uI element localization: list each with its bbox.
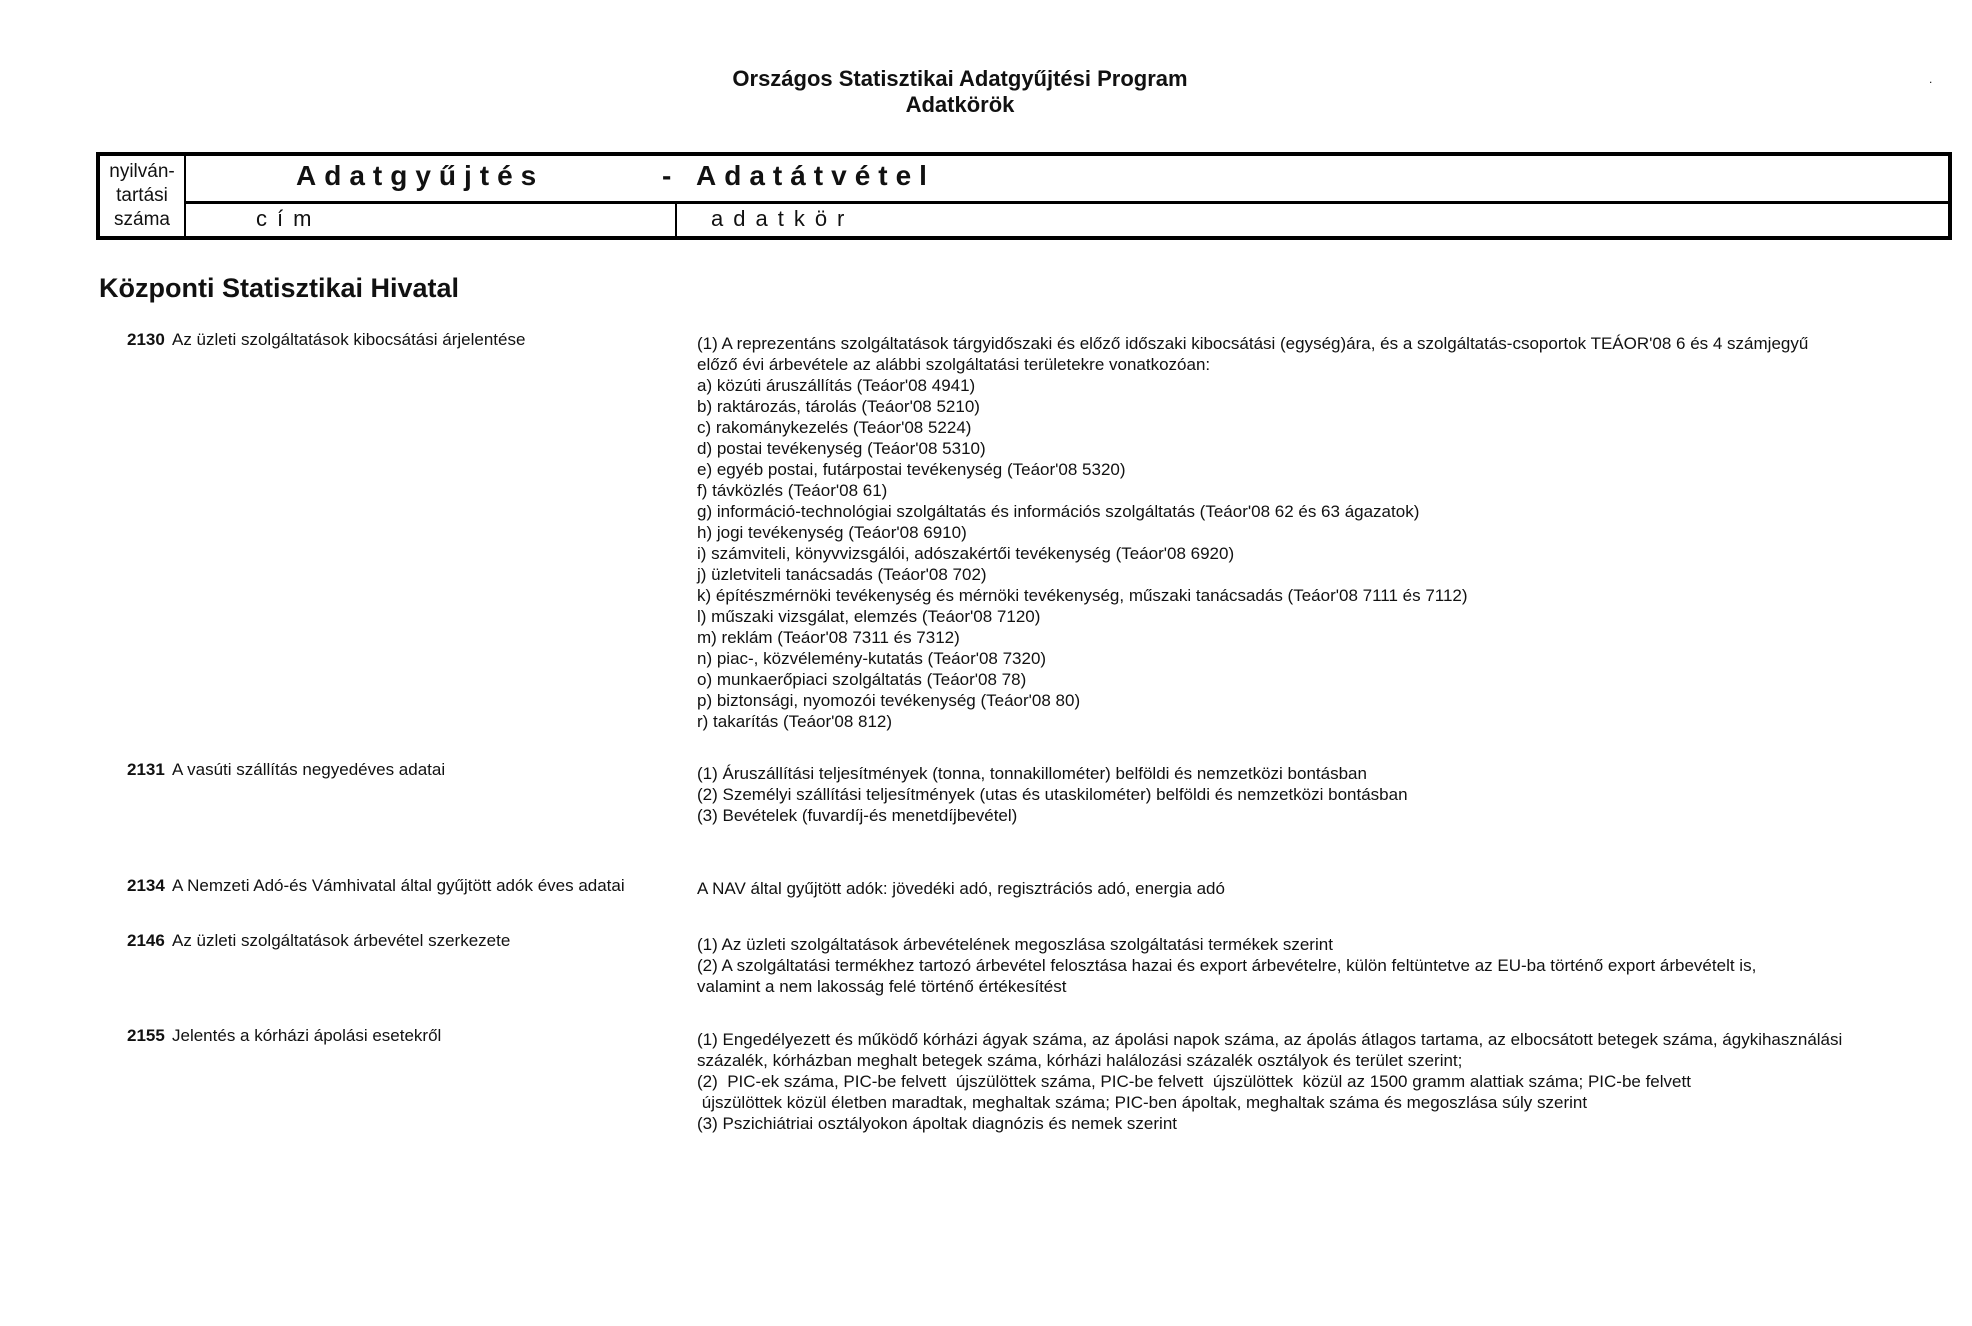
adatkor-subheading: adatkör: [711, 206, 855, 231]
entry-title: Az üzleti szolgáltatások kibocsátási árjelentése: [172, 330, 526, 349]
entry-title: A Nemzeti Adó-és Vámhivatal által gyűjtött adók éves adatai: [172, 876, 625, 895]
description-line: (1) Engedélyezett és működő kórházi ágyak száma, az ápolási napok száma, az ápolás átlagos tartama, az elbocsátott betegek száma, ágykihasználási: [697, 1030, 1843, 1049]
registry-header-line2: tartási: [116, 185, 168, 206]
description-line: j) üzletviteli tanácsadás (Teáor'08 702): [697, 565, 987, 584]
header-divider-vertical: [675, 203, 677, 236]
description-line: g) információ-technológiai szolgáltatás és információs szolgáltatás (Teáor'08 62 és 63 ágazatok): [697, 502, 1420, 521]
description-line: c) rakománykezelés (Teáor'08 5224): [697, 418, 972, 437]
description-line: A NAV által gyűjtött adók: jövedéki adó, regisztrációs adó, energia adó: [697, 879, 1225, 898]
description-line: o) munkaerőpiaci szolgáltatás (Teáor'08 78): [697, 670, 1027, 689]
description-line: a) közúti áruszállítás (Teáor'08 4941): [697, 376, 976, 395]
description-line: l) műszaki vizsgálat, elemzés (Teáor'08 7120): [697, 607, 1041, 626]
entry-code: 2146: [127, 931, 165, 950]
document-title-line1: Országos Statisztikai Adatgyűjtési Program: [732, 66, 1188, 91]
description-line: m) reklám (Teáor'08 7311 és 7312): [697, 628, 960, 647]
entry-code: 2155: [127, 1026, 165, 1045]
entry-title: Jelentés a kórházi ápolási esetekről: [172, 1026, 442, 1045]
description-line: (2) A szolgáltatási termékhez tartozó árbevétel felosztása hazai és export árbevételre, külön feltüntetve az EU-ba történő export árbevételt is,: [697, 956, 1757, 975]
description-line: újszülöttek közül életben maradtak, meghaltak száma; PIC-ben ápoltak, meghaltak száma és megoszlása súly szerint: [697, 1093, 1588, 1112]
description-line: (2) PIC-ek száma, PIC-be felvett újszülöttek száma, PIC-be felvett újszülöttek közül az 1500 gramm alattiak száma; PIC-be felvett: [697, 1072, 1691, 1091]
entry-code: 2134: [127, 876, 165, 895]
description-line: n) piac-, közvélemény-kutatás (Teáor'08 7320): [697, 649, 1047, 668]
entry-description: [697, 333, 1967, 732]
entry-title: Az üzleti szolgáltatások árbevétel szerkezete: [172, 931, 511, 950]
entry-title: A vasúti szállítás negyedéves adatai: [172, 760, 446, 779]
header-dash: -: [662, 160, 680, 191]
description-line: előző évi árbevétele az alábbi szolgáltatási területekre vonatkozóan:: [697, 355, 1211, 374]
description-line: h) jogi tevékenység (Teáor'08 6910): [697, 523, 967, 542]
description-line: (2) Személyi szállítási teljesítmények (utas és utaskilométer) belföldi és nemzetközi bontásban: [697, 785, 1408, 804]
cim-subheading: cím: [256, 206, 322, 231]
entry-code: 2131: [127, 760, 165, 779]
entry-code: 2130: [127, 330, 165, 349]
description-line: k) építészmérnöki tevékenység és mérnöki tevékenység, műszaki tanácsadás (Teáor'08 7111 és 7112): [697, 586, 1468, 605]
description-line: f) távközlés (Teáor'08 61): [697, 481, 888, 500]
adatgyujtes-heading: Adatgyűjtés: [296, 160, 545, 191]
description-line: b) raktározás, tárolás (Teáor'08 5210): [697, 397, 980, 416]
description-line: (3) Pszichiátriai osztályokon ápoltak diagnózis és nemek szerint: [697, 1114, 1178, 1133]
registry-header-line3: száma: [114, 209, 170, 230]
header-divider-horizontal: [186, 201, 1948, 204]
section-title: Központi Statisztikai Hivatal: [99, 273, 460, 303]
column-header-box: [96, 152, 1952, 240]
description-line: i) számviteli, könyvvizsgálói, adószakértői tevékenység (Teáor'08 6920): [697, 544, 1235, 563]
description-line: valamint a nem lakosság felé történő értékesítést: [697, 977, 1067, 996]
description-line: (1) Az üzleti szolgáltatások árbevételének megoszlása szolgáltatási termékek szerint: [697, 935, 1333, 954]
description-line: p) biztonsági, nyomozói tevékenység (Teáor'08 80): [697, 691, 1081, 710]
entry-description: [697, 878, 1967, 899]
document-title-line2: Adatkörök: [905, 92, 1015, 117]
entry-description: [697, 934, 1967, 997]
description-line: r) takarítás (Teáor'08 812): [697, 712, 893, 731]
entry-description: [697, 763, 1967, 826]
description-line: d) postai tevékenység (Teáor'08 5310): [697, 439, 986, 458]
description-line: (3) Bevételek (fuvardíj-és menetdíjbevétel): [697, 806, 1018, 825]
entry-description: [697, 1029, 1967, 1134]
adatatvetel-heading: Adatátvétel: [696, 160, 935, 191]
description-line: százalék, kórházban meghalt betegek száma, kórházi halálozási százalék osztályok és terület szerint;: [697, 1051, 1463, 1070]
corner-mark: .: [1929, 72, 1933, 86]
description-line: e) egyéb postai, futárpostai tevékenység (Teáor'08 5320): [697, 460, 1126, 479]
description-line: (1) Áruszállítási teljesítmények (tonna, tonnakillométer) belföldi és nemzetközi bontásban: [697, 764, 1367, 783]
registry-number-header: [100, 156, 186, 236]
document-title: [0, 66, 1920, 118]
description-line: (1) A reprezentáns szolgáltatások tárgyidőszaki és előző időszaki kibocsátási (egység)ára, és a szolgáltatás-csoportok TEÁOR'08 6 és 4 számjegyű: [697, 334, 1809, 353]
registry-header-line1: nyilván-: [109, 161, 175, 182]
